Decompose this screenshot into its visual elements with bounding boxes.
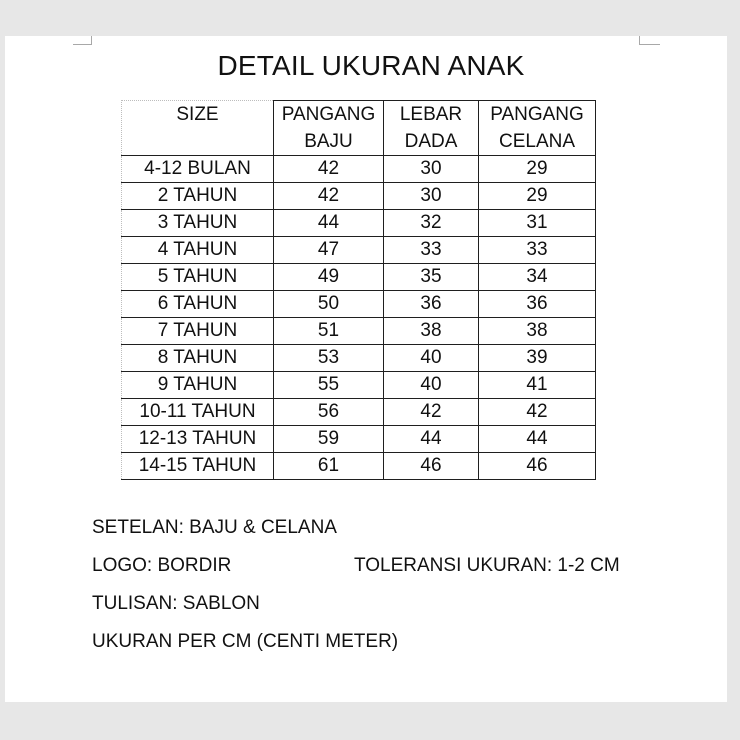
header-lebar-dada-line-1: LEBAR [399,104,463,125]
pangang-baju-cell: 50 [274,291,384,318]
table-row [122,183,596,210]
lebar-dada-cell: 38 [384,318,479,345]
pangang-baju-cell: 55 [274,372,384,399]
table-row [122,426,596,453]
lebar-dada-cell: 36 [384,291,479,318]
size-table [121,100,596,480]
table-row [122,345,596,372]
size-cell: 9 TAHUN [122,372,274,399]
pangang-baju-cell: 56 [274,399,384,426]
table-row [122,156,596,183]
header-pangang-baju-line-1: PANGANG [281,104,376,125]
header-pangang-baju [274,101,384,156]
lebar-dada-cell: 30 [384,156,479,183]
note-tulisan: TULISAN: SABLON [92,593,260,614]
size-cell: 12-13 TAHUN [122,426,274,453]
page-corner-mark-right [639,36,660,45]
table-row [122,453,596,480]
document-title: DETAIL UKURAN ANAK [217,50,525,81]
page-corner-mark-left [73,36,92,45]
pangang-celana-cell: 31 [479,210,596,237]
table-row [122,264,596,291]
lebar-dada-cell: 44 [384,426,479,453]
pangang-baju-cell: 59 [274,426,384,453]
pangang-celana-cell: 46 [479,453,596,480]
size-cell: 10-11 TAHUN [122,399,274,426]
size-table-body [122,156,596,480]
header-lebar-dada [384,101,479,156]
header-pangang-celana-line-1: PANGANG [490,104,584,125]
header-pangang-baju-line-2: BAJU [304,131,353,152]
header-size [122,101,274,156]
note-setelan: SETELAN: BAJU & CELANA [92,517,337,538]
document-page [5,36,727,702]
pangang-baju-cell: 47 [274,237,384,264]
pangang-celana-cell: 44 [479,426,596,453]
note-toleransi: TOLERANSI UKURAN: 1-2 CM [354,555,620,576]
pangang-celana-cell: 41 [479,372,596,399]
table-row [122,291,596,318]
lebar-dada-cell: 33 [384,237,479,264]
size-cell: 3 TAHUN [122,210,274,237]
size-cell: 7 TAHUN [122,318,274,345]
pangang-baju-cell: 49 [274,264,384,291]
pangang-baju-cell: 44 [274,210,384,237]
pangang-baju-cell: 61 [274,453,384,480]
pangang-celana-cell: 42 [479,399,596,426]
size-cell: 6 TAHUN [122,291,274,318]
header-pangang-celana-line-2: CELANA [498,131,576,152]
size-cell: 4-12 BULAN [122,156,274,183]
pangang-baju-cell: 42 [274,156,384,183]
size-cell: 4 TAHUN [122,237,274,264]
table-row [122,318,596,345]
header-size-label: SIZE [176,104,219,125]
pangang-celana-cell: 36 [479,291,596,318]
pangang-baju-cell: 51 [274,318,384,345]
lebar-dada-cell: 42 [384,399,479,426]
table-row [122,237,596,264]
header-lebar-dada-line-2: DADA [404,131,458,152]
pangang-celana-cell: 34 [479,264,596,291]
lebar-dada-cell: 30 [384,183,479,210]
pangang-celana-cell: 39 [479,345,596,372]
pangang-celana-cell: 33 [479,237,596,264]
table-row [122,210,596,237]
pangang-celana-cell: 29 [479,156,596,183]
pangang-celana-cell: 38 [479,318,596,345]
table-header-row [122,101,596,156]
size-cell: 14-15 TAHUN [122,453,274,480]
lebar-dada-cell: 32 [384,210,479,237]
size-cell: 2 TAHUN [122,183,274,210]
pangang-baju-cell: 42 [274,183,384,210]
lebar-dada-cell: 40 [384,345,479,372]
size-cell: 5 TAHUN [122,264,274,291]
header-pangang-celana [479,101,596,156]
size-table-header [122,101,596,156]
table-row [122,372,596,399]
pangang-celana-cell: 29 [479,183,596,210]
note-ukuran: UKURAN PER CM (CENTI METER) [92,631,399,652]
lebar-dada-cell: 35 [384,264,479,291]
table-row [122,399,596,426]
note-logo: LOGO: BORDIR [92,555,232,576]
lebar-dada-cell: 46 [384,453,479,480]
pangang-baju-cell: 53 [274,345,384,372]
size-cell: 8 TAHUN [122,345,274,372]
lebar-dada-cell: 40 [384,372,479,399]
